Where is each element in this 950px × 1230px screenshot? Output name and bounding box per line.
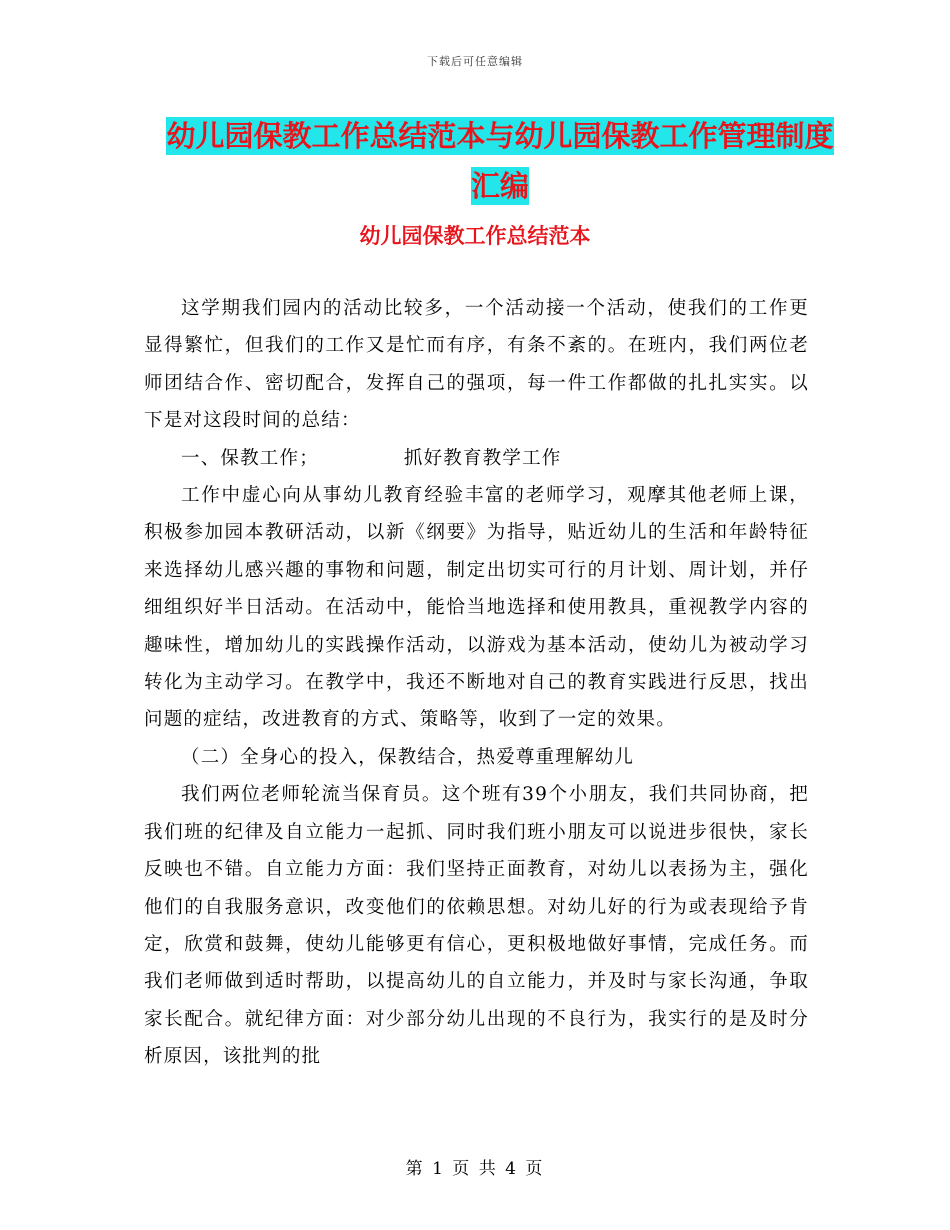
section-title: 幼儿园保教工作总结范本 [359,224,591,248]
header-note: 下载后可任意编辑 [427,55,523,68]
subheading-care: （二）全身心的投入，保教结合，热爱尊重理解幼儿 [181,746,635,768]
document-title [150,110,850,212]
paragraph-care: 我们两位老师轮流当保育员。这个班有39个小朋友，我们共同协商，把我们班的纪律及自立能力一起抓、同时我们班小朋友可以说进步很快，家长反映也不错。自立能力方面：我们坚持正面教育，对幼儿以表扬为主，强化他们的自我服务意识，改变他们的依赖思想。对幼儿好的行为或表现给予肯定，欣赏和鼓舞，使幼儿能够更有信心，更积极地做好事情，完成任务。而我们老师做到适时帮助，以提高幼儿的自立能力，并及时与家长沟通，争取家长配合。就纪律方面：对少部分幼儿出现的不良行为，我实行的是及时分析原因，该批判的批 [144,784,809,1068]
document-title-line2: 汇编 [470,169,529,203]
document-title-line1: 幼儿园保教工作总结范本与幼儿园保教工作管理制度 [166,119,834,153]
document-body [144,290,809,1076]
paragraph-teaching: 工作中虚心向从事幼儿教育经验丰富的老师学习，观摩其他老师上课，积极参加园本教研活动，以新《纲要》为指导，贴近幼儿的生活和年龄特征来选择幼儿感兴趣的事物和问题，制定出切实可行的月计划、周计划，并仔细组织好半日活动。在活动中，能恰当地选择和使用教具，重视教学内容的趣味性，增加幼儿的实践操作活动，以游戏为基本活动，使幼儿为被动学习转化为主动学习。在教学中，我还不断地对自己的教育实践进行反思，找出问题的症结，改进教育的方式、策略等，收到了一定的效果。 [144,485,809,731]
paragraph-intro: 这学期我们园内的活动比较多，一个活动接一个活动，使我们的工作更显得繁忙，但我们的工作又是忙而有序，有条不紊的。在班内，我们两位老师团结合作、密切配合，发挥自己的强项，每一件工作都做的扎扎实实。以下是对这段时间的总结： [144,298,809,432]
subheading-teaching: 一、保教工作； 抓好教育教学工作 [181,447,562,469]
page-number: 第 1 页 共 4 页 [405,1159,545,1179]
